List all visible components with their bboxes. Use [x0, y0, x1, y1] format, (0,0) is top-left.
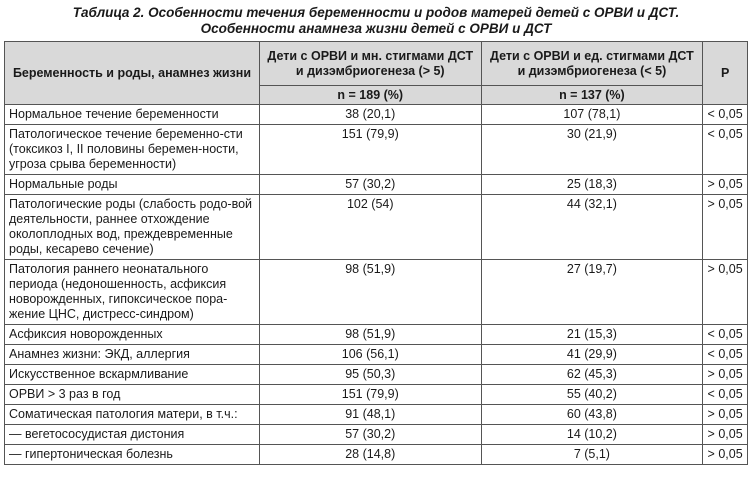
row-label: ОРВИ > 3 раз в год: [5, 385, 260, 405]
cell-group-2: 14 (10,2): [481, 425, 703, 445]
table-row: [5, 175, 748, 195]
cell-p-value: < 0,05: [703, 325, 748, 345]
header-group-single-stigmas: Дети с ОРВИ и ед. стигмами ДСТ и дизэмбриогенеза (< 5): [481, 42, 703, 86]
cell-p-value: > 0,05: [703, 175, 748, 195]
cell-group-2: 62 (45,3): [481, 365, 703, 385]
table-row: [5, 195, 748, 260]
cell-p-value: > 0,05: [703, 260, 748, 325]
cell-group-2: 55 (40,2): [481, 385, 703, 405]
cell-group-1: 98 (51,9): [259, 260, 481, 325]
table-row: [5, 445, 748, 465]
cell-group-2: 7 (5,1): [481, 445, 703, 465]
table-body: [5, 105, 748, 465]
cell-p-value: > 0,05: [703, 195, 748, 260]
table-row: [5, 365, 748, 385]
row-label: Патология раннего неонатального периода (недоношенность, асфиксия новорожденных, гипоксическое пора-жение ЦНС, дистресс-синдром): [5, 260, 260, 325]
cell-group-1: 98 (51,9): [259, 325, 481, 345]
cell-group-2: 21 (15,3): [481, 325, 703, 345]
data-table: [4, 41, 748, 465]
cell-group-1: 102 (54): [259, 195, 481, 260]
header-group-many-stigmas: Дети с ОРВИ и мн. стигмами ДСТ и дизэмбриогенеза (> 5): [259, 42, 481, 86]
cell-group-1: 28 (14,8): [259, 445, 481, 465]
table-row: [5, 325, 748, 345]
cell-group-1: 91 (48,1): [259, 405, 481, 425]
caption-line-2: Особенности анамнеза жизни детей с ОРВИ и ДСТ: [200, 21, 552, 36]
row-label: Искусственное вскармливание: [5, 365, 260, 385]
header-pregnancy-birth: Беременность и роды, анамнез жизни: [5, 42, 260, 105]
row-label: — гипертоническая болезнь: [5, 445, 260, 465]
cell-p-value: > 0,05: [703, 405, 748, 425]
cell-group-1: 95 (50,3): [259, 365, 481, 385]
cell-group-2: 44 (32,1): [481, 195, 703, 260]
row-label: Патологическое течение беременно-сти (токсикоз I, II половины беремен-ности, угроза срыва беременности): [5, 125, 260, 175]
row-label: Патологические роды (слабость родо-вой деятельности, раннее отхождение околоплодных вод, преждевременные роды, кесарево сечение): [5, 195, 260, 260]
row-label: — вегетососудистая дистония: [5, 425, 260, 445]
cell-p-value: < 0,05: [703, 105, 748, 125]
table-row: [5, 345, 748, 365]
row-label: Асфиксия новорожденных: [5, 325, 260, 345]
caption-line-1: Таблица 2. Особенности течения беременности и родов матерей детей с ОРВИ и ДСТ.: [72, 5, 680, 20]
cell-group-1: 57 (30,2): [259, 425, 481, 445]
row-label: Нормальные роды: [5, 175, 260, 195]
cell-group-2: 30 (21,9): [481, 125, 703, 175]
header-n-group-1: n = 189 (%): [259, 86, 481, 105]
row-label: Анамнез жизни: ЭКД, аллергия: [5, 345, 260, 365]
cell-group-1: 57 (30,2): [259, 175, 481, 195]
row-label: Соматическая патология матери, в т.ч.:: [5, 405, 260, 425]
cell-group-1: 151 (79,9): [259, 385, 481, 405]
cell-group-2: 27 (19,7): [481, 260, 703, 325]
table-row: [5, 405, 748, 425]
cell-group-2: 60 (43,8): [481, 405, 703, 425]
table-row: [5, 425, 748, 445]
cell-group-2: 25 (18,3): [481, 175, 703, 195]
cell-group-2: 41 (29,9): [481, 345, 703, 365]
cell-group-1: 151 (79,9): [259, 125, 481, 175]
cell-group-1: 106 (56,1): [259, 345, 481, 365]
header-p-value: P: [703, 42, 748, 105]
table-row: [5, 105, 748, 125]
cell-group-1: 38 (20,1): [259, 105, 481, 125]
cell-group-2: 107 (78,1): [481, 105, 703, 125]
cell-p-value: < 0,05: [703, 385, 748, 405]
cell-p-value: > 0,05: [703, 445, 748, 465]
cell-p-value: < 0,05: [703, 345, 748, 365]
table-row: [5, 260, 748, 325]
table-row: [5, 125, 748, 175]
header-n-group-2: n = 137 (%): [481, 86, 703, 105]
cell-p-value: > 0,05: [703, 425, 748, 445]
table-row: [5, 385, 748, 405]
cell-p-value: > 0,05: [703, 365, 748, 385]
cell-p-value: < 0,05: [703, 125, 748, 175]
table-caption: [0, 0, 752, 37]
row-label: Нормальное течение беременности: [5, 105, 260, 125]
